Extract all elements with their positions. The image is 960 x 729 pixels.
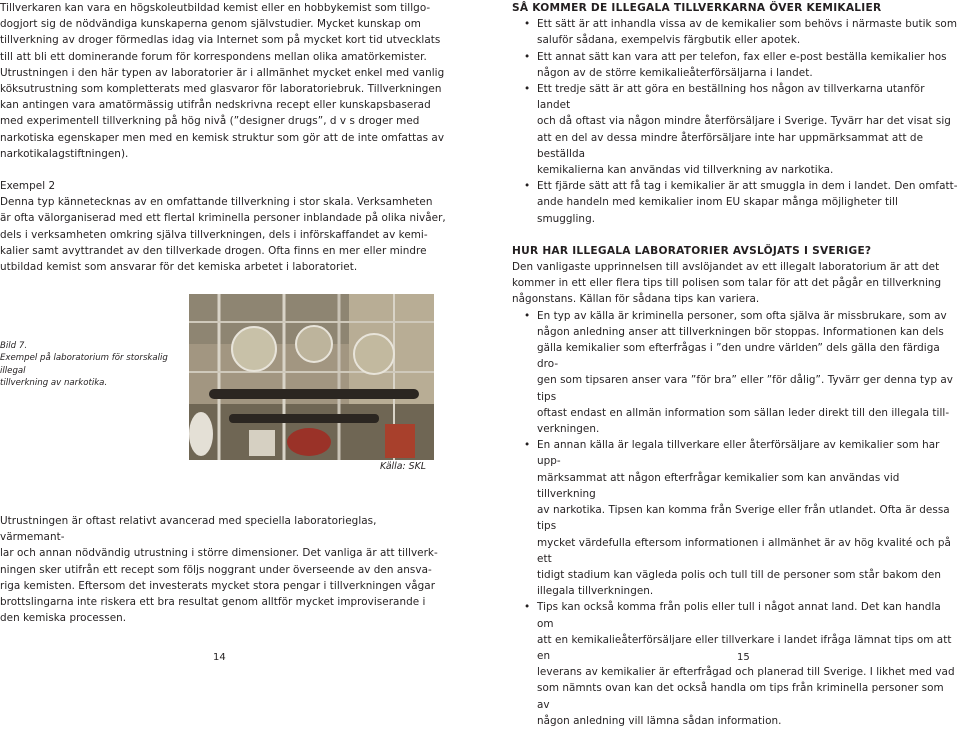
- bullet-line: gälla kemikalier som efterfrågas i ”den undre världen” dels gälla den färdiga dro-: [537, 342, 940, 371]
- text-line: Tillverkaren kan vara en högskoleutbildad kemist eller en hobbykemist som tillgo-: [0, 2, 431, 14]
- bullet-line: • Tips kan också komma från polis eller tull i något annat land. Det kan handla om: [537, 601, 941, 630]
- text-line: dogjort sig de nödvändiga kunskaperna genom självstudier. Mycket kunskap om: [0, 18, 421, 31]
- text-line: utbildad kemist som ansvarar för det kemiska arbetet i laboratoriet.: [0, 261, 358, 274]
- bullet-line: gen som tipsaren anser vara ”för bra” eller ”för dålig”. Tyvärr ger denna typ av tips: [537, 374, 953, 403]
- text-line: narkotiska egenskaper men med en kemisk struktur som gör att de inte omfattas av: [0, 131, 445, 144]
- bullet-line: illegala tillverkningen.: [537, 585, 654, 598]
- figure-caption: [0, 340, 175, 389]
- text-line: Utrustningen i den här typen av laboratorier är i allmänhet mycket enkel med vanlig: [0, 66, 445, 79]
- photo-source: Källa: SKL: [380, 461, 426, 472]
- bullet-list-exposure: [512, 308, 958, 729]
- section-heading-exposure: HUR HAR ILLEGALA LABORATORIER AVSLÖJATS I SVERIGE?: [512, 244, 872, 257]
- page-number-right: 15: [737, 652, 750, 663]
- bullet-line: att en del av dessa mindre återförsäljare inte har uppmärksammat att de beställda: [537, 131, 924, 160]
- bullet-line: ande handeln med kemikalier inom EU skapar många möjligheter till smuggling.: [537, 196, 898, 225]
- text-line: köksutrustning som kompletterats med glasvaror för laboratoriebruk. Tillverkningen: [0, 83, 442, 96]
- bullet-item: [512, 49, 958, 81]
- text-line: kalier samt avyttrandet av den tillverkade drogen. Ofta finns en mer eller mindre: [0, 244, 427, 257]
- bullet-line: saluför sådana, exempelvis färgbutik eller apotek.: [537, 34, 801, 47]
- laboratory-photo: [189, 294, 434, 460]
- bullet-line: någon anledning anser att tillverkningen bör stoppas. Informationen kan dels: [537, 325, 944, 338]
- caption-text: [0, 352, 175, 389]
- intro-paragraph: [0, 0, 448, 162]
- page-number-left: 14: [213, 652, 226, 663]
- bullet-line: verkningen.: [537, 423, 600, 436]
- bullet-line: mycket värdefulla eftersom informationen i allmänhet är av hög kvalité och på ett: [537, 536, 951, 565]
- bullet-item: [512, 178, 958, 227]
- section-heading-chemicals: SÅ KOMMER DE ILLEGALA TILLVERKARNA ÖVER KEMIKALIER: [512, 2, 882, 14]
- text-line: tillverkning av droger förmedlas idag via Internet som på mycket kort tid utvecklats: [0, 34, 441, 47]
- text-line: lar och annan nödvändig utrustning i större dimensioner. Det vanliga är att tillverk-: [0, 547, 438, 560]
- caption-line: tillverkning av narkotika.: [0, 377, 108, 388]
- bullet-item: [512, 437, 958, 599]
- left-page-bottom: [0, 513, 440, 626]
- text-line: till att bli ett dominerande forum för korrespondens mellan olika amatörkemister.: [0, 50, 427, 63]
- example-title: Exempel 2: [0, 180, 56, 193]
- left-page-body: [0, 0, 448, 275]
- bullet-line: av narkotika. Tipsen kan komma från Sverige eller från utlandet. Ofta är dessa tips: [537, 504, 950, 533]
- text-line: ningen sker utifrån ett recept som följs noggrant under överseende av den ansva-: [0, 563, 432, 576]
- text-line: brottslingarna inte riskera ett bra resultat genom alltför mycket improviserande i: [0, 596, 426, 609]
- bullet-item: [512, 599, 958, 729]
- text-line: kommer in ett eller flera tips till polisen som talar för att det pågår en tillverkning: [512, 277, 942, 290]
- bullet-line: och då oftast via någon mindre återförsäljare i Sverige. Tyvärr har det visat sig: [537, 115, 951, 128]
- bullet-list-chemicals: [512, 16, 958, 227]
- text-line: Utrustningen är oftast relativt avancerad med speciella laboratorieglas, värmemant-: [0, 515, 377, 544]
- bullet-line: kemikalierna kan användas vid tillverkning av narkotika.: [537, 164, 834, 177]
- right-page-body: [512, 0, 958, 729]
- bullet-item: [512, 308, 958, 438]
- bullet-line: oftast endast en allmän information som sällan leder direkt till den illegala till-: [537, 406, 950, 419]
- bullet-line: som nämnts ovan kan det också handla om tips från kriminella personer som av: [537, 682, 944, 711]
- bullet-line: leverans av kemikalier är efterfrågad och planerad till Sverige. I likhet med vad: [537, 666, 955, 679]
- text-line: dels i verksamheten omkring själva tillverkningen, dels i införskaffandet av kemi-: [0, 228, 428, 241]
- bullet-line: • Ett fjärde sätt att få tag i kemikalier är att smuggla in dem i landet. Den omfatt-: [537, 180, 958, 193]
- text-line: någonstans. Källan för sådana tips kan variera.: [512, 293, 760, 306]
- text-line: kan antingen vara amatörmässig utifrån nedskrivna recept eller kunskapsbaserad: [0, 99, 431, 112]
- text-line: är ofta välorganiserad med ett flertal kriminella personer inblandade på olika nivåer,: [0, 212, 446, 225]
- text-line: narkotikalagstiftningen).: [0, 147, 129, 160]
- bottom-paragraph: [0, 513, 440, 626]
- text-line: Den vanligaste upprinnelsen till avslöjandet av ett illegalt laboratorium är att det: [512, 261, 940, 274]
- bullet-line: att en kemikalieåterförsäljare eller tillverkare i landet ifråga lämnat tips om att en: [537, 633, 952, 662]
- caption-line: Exempel på laboratorium för storskalig illegal: [0, 353, 168, 376]
- bullet-line: någon av de större kemikalieåterförsäljarna i landet.: [537, 66, 813, 79]
- text-line: riga kemisten. Eftersom det investerats mycket stora pengar i tillverkningen vågar: [0, 579, 436, 592]
- exposure-intro-paragraph: [512, 259, 958, 308]
- bullet-line: • En typ av källa är kriminella personer, som ofta själva är missbrukare, som av: [537, 309, 947, 322]
- text-line: den kemiska processen.: [0, 612, 127, 625]
- bullet-line: • Ett annat sätt kan vara att per telefon, fax eller e-post beställa kemikalier hos: [537, 50, 947, 63]
- caption-label: Bild 7.: [0, 341, 28, 351]
- bullet-line: märksammat att någon efterfrågar kemikalier som kan användas vid tillverkning: [537, 471, 900, 500]
- bullet-item: [512, 16, 958, 48]
- example-paragraph: [0, 194, 448, 275]
- bullet-line: någon anledning vill lämna sådan information.: [537, 714, 782, 727]
- text-line: Denna typ kännetecknas av en omfattande tillverkning i stor skala. Verksamheten: [0, 196, 433, 209]
- text-line: med experimentell tillverkning på hög nivå (”designer drugs”, d v s droger med: [0, 115, 420, 128]
- bullet-line: • En annan källa är legala tillverkare eller återförsäljare av kemikalier som har upp-: [537, 439, 940, 468]
- bullet-line: • Ett sätt är att inhandla vissa av de kemikalier som behövs i närmaste butik som: [537, 18, 958, 31]
- bullet-item: [512, 81, 958, 178]
- bullet-line: • Ett tredje sätt är att göra en beställning hos någon av tillverkarna utanför landet: [537, 83, 925, 112]
- bullet-line: tidigt stadium kan vägleda polis och tull till de personer som står bakom den: [537, 568, 941, 581]
